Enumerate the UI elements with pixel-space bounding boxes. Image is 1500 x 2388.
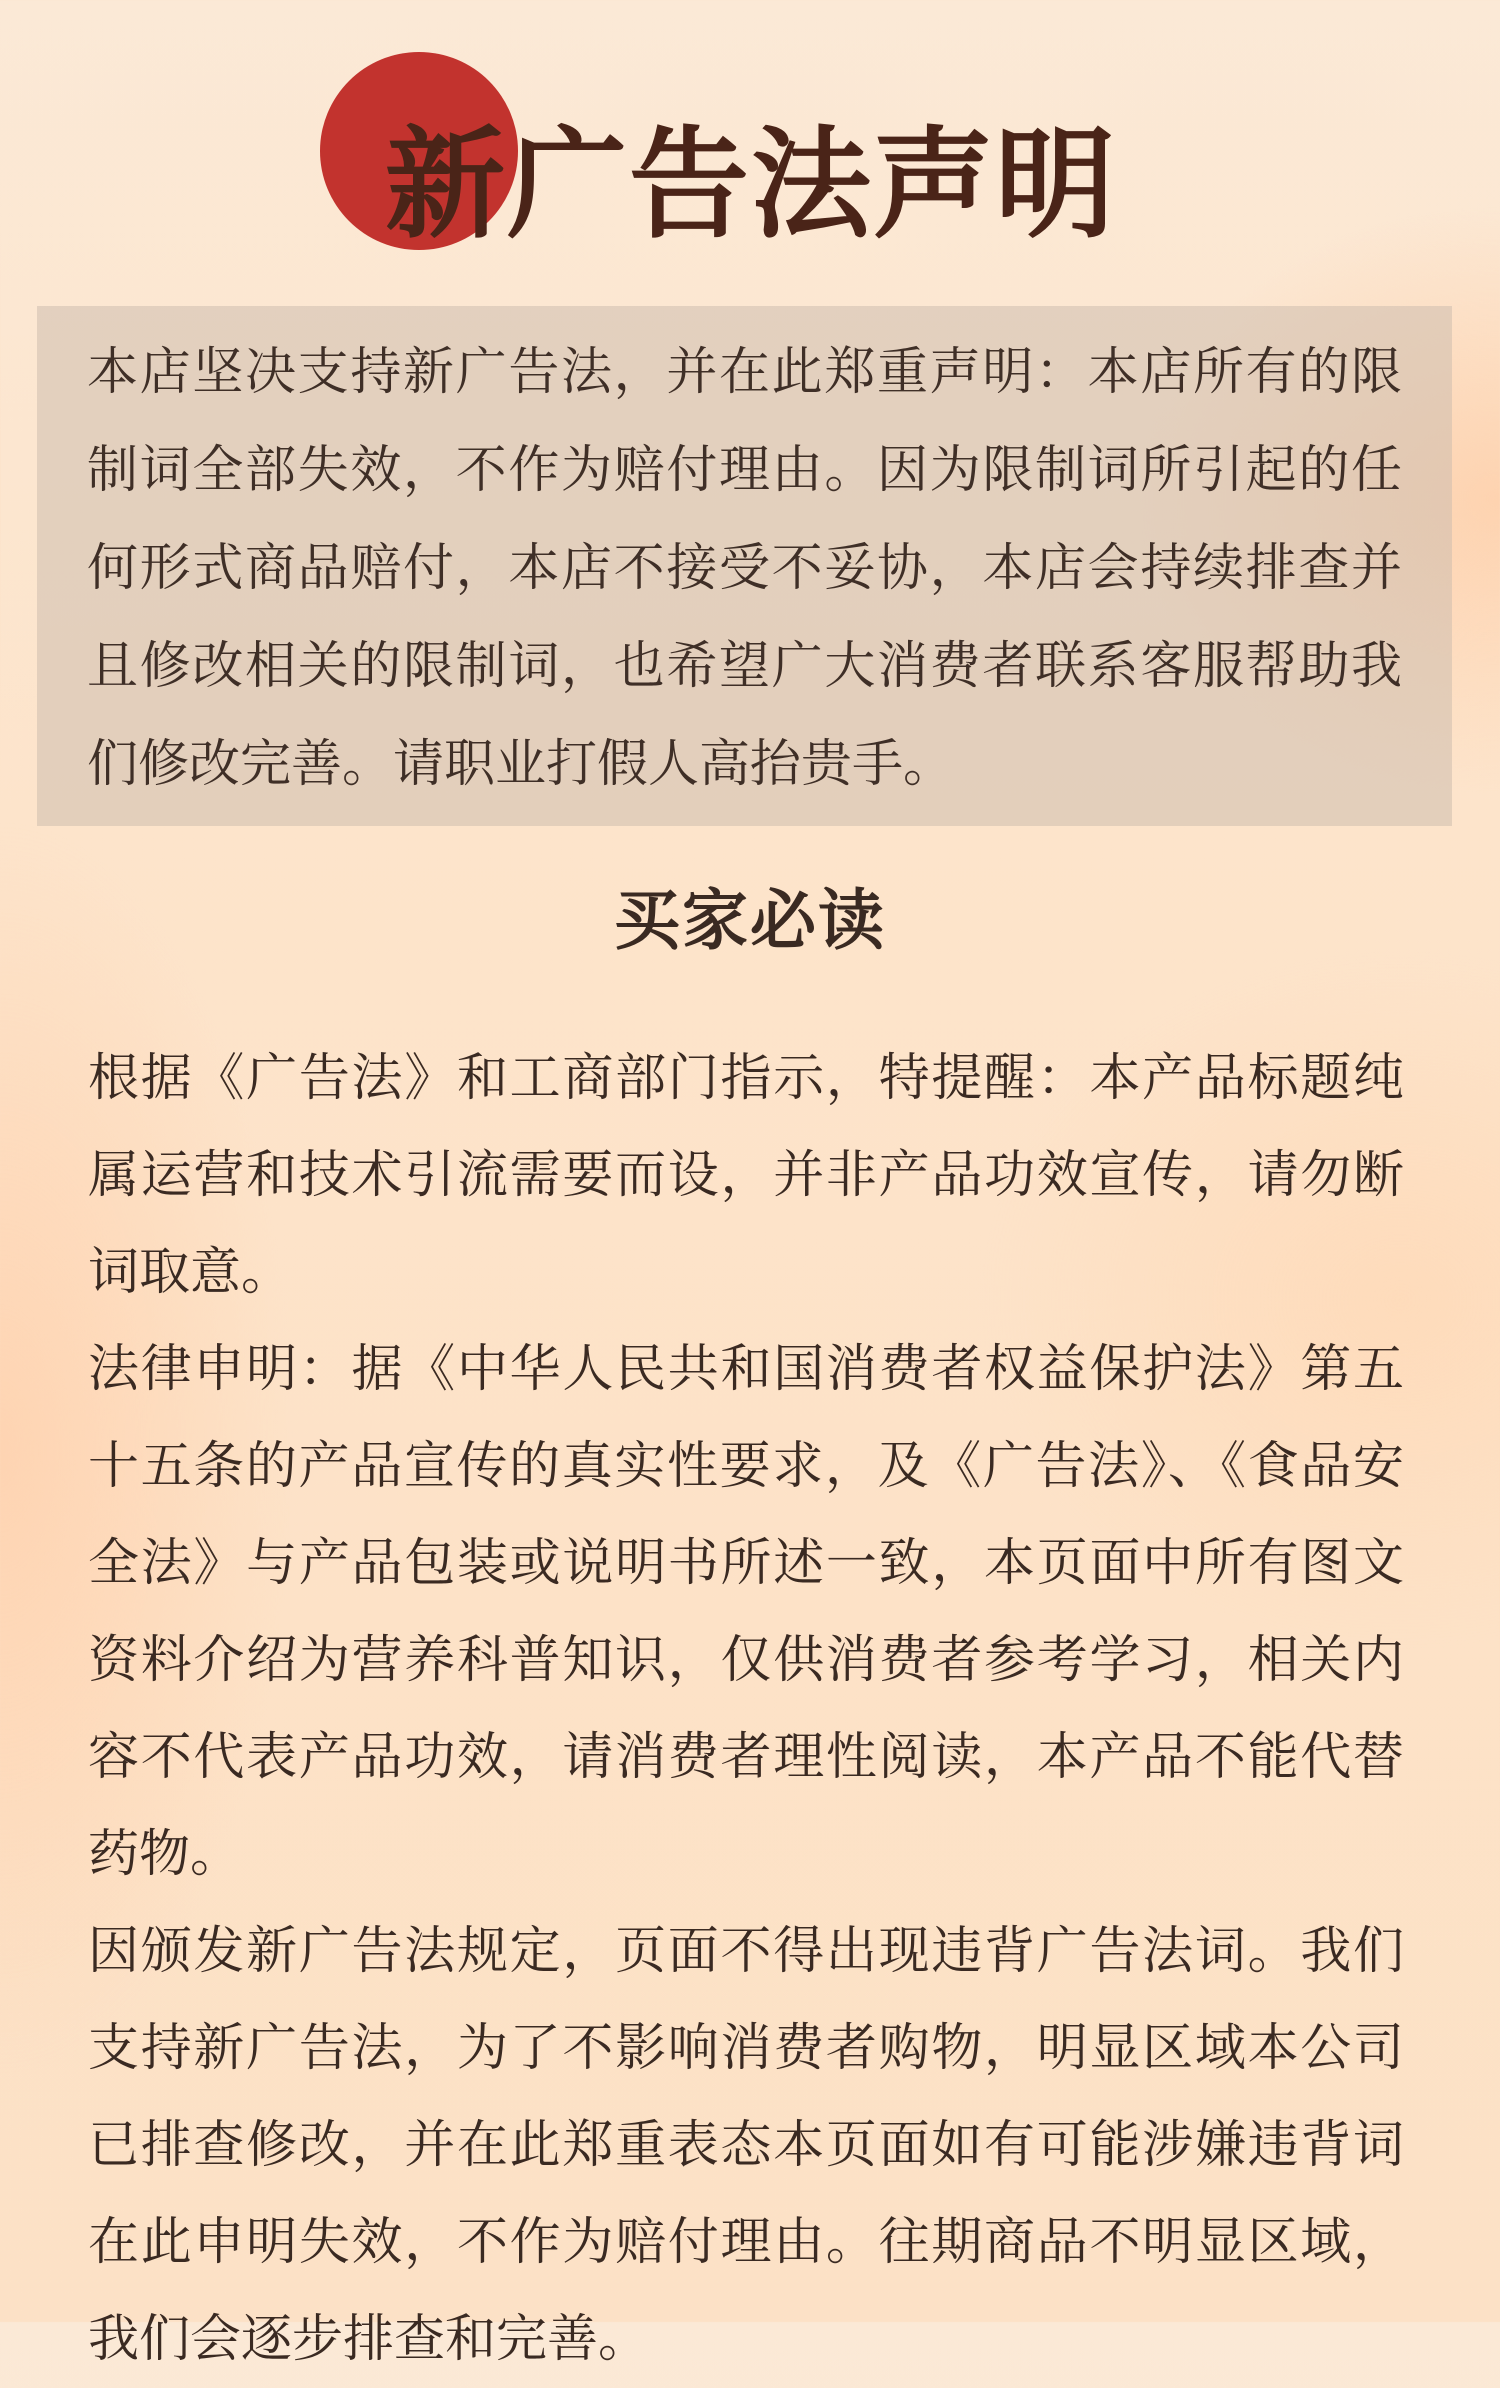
notice-text: 本店坚决支持新广告法，并在此郑重声明：本店所有的限制词全部失效，不作为赔付理由。因为限制词所引起的任何形式商品赔付，本店不接受不妥协，本店会持续排查并且修改相关的限制词，也希望广大消费者联系客服帮助我们修改完善。请职业打假人高抬贵手。 xyxy=(87,343,1402,794)
paragraph-new-ad-law: 因颁发新广告法规定，页面不得出现违背广告法词。我们支持新广告法，为了不影响消费者购物，明显区域本公司已排查修改，并在此郑重表态本页面如有可能涉嫌违背词在此申明失效，不作为赔付理由。往期商品不明显区域，我们会逐步排查和完善。 xyxy=(88,1922,1404,2369)
section-title: 买家必读 xyxy=(614,881,886,959)
body-text xyxy=(88,1030,1404,2369)
paragraph-legal-statement: 法律申明：据《中华人民共和国消费者权益保护法》第五十五条的产品宣传的真实性要求，及《广告法》、《食品安全法》与产品包装或说明书所述一致，本页面中所有图文资料介绍为营养科普知识，仅供消费者参考学习，相关内容不代表产品功效，请消费者理性阅读，本产品不能代替药物。 xyxy=(88,1340,1404,1884)
paragraph-ad-law-notice: 根据《广告法》和工商部门指示，特提醒：本产品标题纯属运营和技术引流需要而设，并非产品功效宣传，请勿断词取意。 xyxy=(88,1049,1404,1302)
title-banner xyxy=(0,100,1500,270)
notice-box xyxy=(37,306,1452,826)
page-title: 新广告法声明 xyxy=(385,114,1117,255)
